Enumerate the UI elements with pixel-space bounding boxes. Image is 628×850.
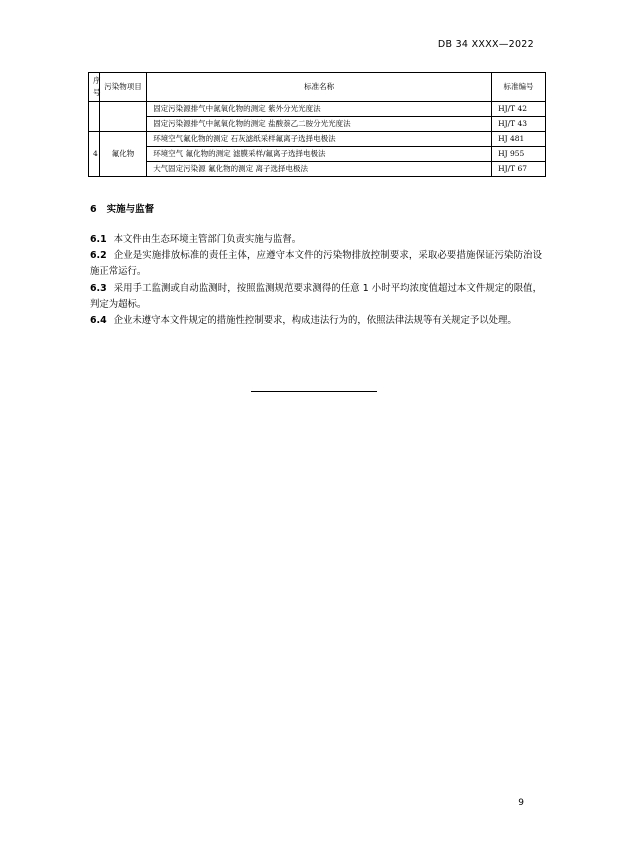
cell-serial-number: [89, 102, 100, 132]
section-title: 实施与监督: [106, 204, 155, 215]
cell-standard-name: 固定污染源排气中氮氧化物的测定 紫外分光光度法: [147, 102, 492, 117]
clause-text: 企业未遵守本文件规定的措施性控制要求，构成违法行为的，依照法律法规等有关规定予以处理。: [113, 315, 517, 327]
cell-standard-code: HJ/T 43: [492, 117, 546, 132]
end-of-document-rule: [251, 391, 377, 392]
page-number: 9: [518, 798, 524, 808]
cell-standard-code: HJ/T 67: [492, 162, 546, 177]
clause-text: 采用手工监测或自动监测时，按照监测规范要求测得的任意 1 小时平均浓度值超过本文件规定的限值，判定为超标。: [90, 282, 542, 310]
clause-number: 6.1: [90, 234, 107, 245]
header-pollutant-item: 污染物项目: [99, 73, 146, 102]
standards-table: [88, 72, 546, 177]
header-serial-number: 序号: [89, 73, 100, 102]
header-standard-name: 标准名称: [147, 73, 492, 102]
cell-standard-name: 环境空气 氟化物的测定 滤膜采样/氟离子选择电极法: [147, 147, 492, 162]
cell-standard-code: HJ/T 42: [492, 102, 546, 117]
cell-standard-code: HJ 955: [492, 147, 546, 162]
cell-standard-name: 固定污染源排气中氮氧化物的测定 盐酸萘乙二胺分光光度法: [147, 117, 492, 132]
section-number: 6: [90, 204, 97, 215]
clause-item: [90, 248, 542, 280]
cell-serial-number: 4: [89, 132, 100, 177]
clause-item: [90, 232, 542, 248]
clause-item: [90, 313, 542, 329]
cell-standard-code: HJ 481: [492, 132, 546, 147]
header-standard-code: 标准编号: [492, 73, 546, 102]
clause-text: 本文件由生态环境主管部门负责实施与监督。: [113, 234, 302, 245]
table-row: [89, 117, 546, 132]
cell-standard-name: 大气固定污染源 氟化物的测定 离子选择电极法: [147, 162, 492, 177]
clause-list: [90, 232, 542, 329]
clause-text: 企业是实施排放标准的责任主体，应遵守本文件的污染物排放控制要求，采取必要措施保证污染防治设施正常运行。: [90, 250, 542, 278]
table-row: [89, 147, 546, 162]
table-row: [89, 162, 546, 177]
cell-standard-name: 环境空气氟化物的测定 石灰滤纸采样氟离子选择电极法: [147, 132, 492, 147]
clause-number: 6.4: [90, 315, 107, 327]
cell-pollutant: [99, 102, 146, 132]
table-row: [89, 132, 546, 147]
clause-number: 6.2: [90, 250, 107, 262]
clause-number: 6.3: [90, 282, 107, 294]
table-row: [89, 102, 546, 117]
clause-item: [90, 281, 542, 313]
table-header-row: [89, 73, 546, 102]
section-heading: [90, 201, 154, 215]
document-code: DB 34 XXXX—2022: [437, 39, 534, 50]
cell-pollutant: 氟化物: [99, 132, 146, 177]
